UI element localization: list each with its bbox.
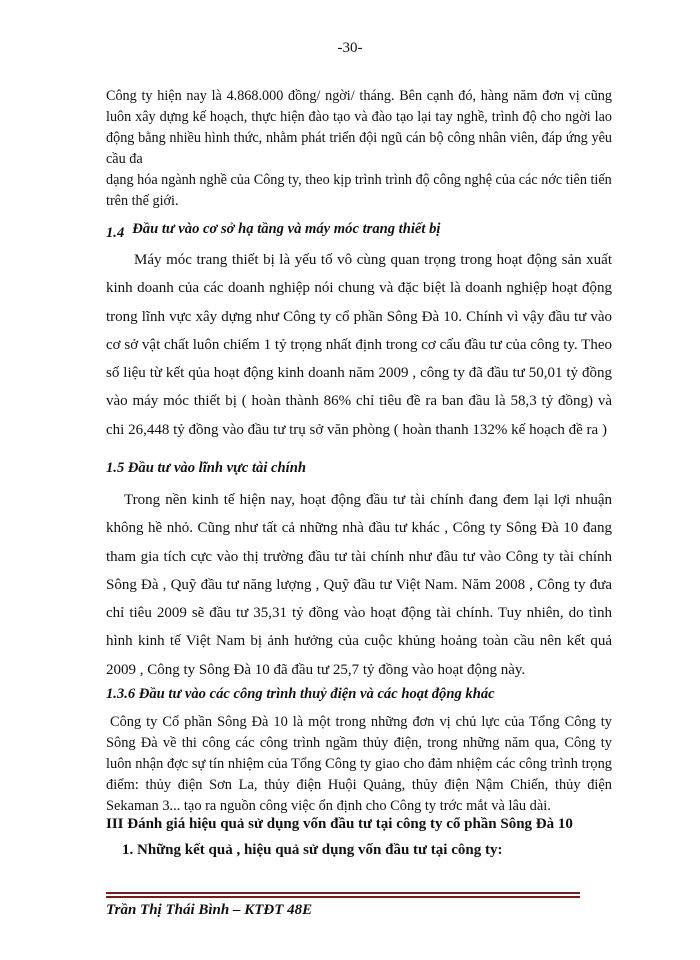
heading-section-III-1: 1. Những kết quả , hiệu quả sử dụng vốn đầu tư tại công ty: (122, 842, 503, 858)
footer-rule-bottom (106, 896, 580, 898)
heading-section-III: III Đánh giá hiệu quả sử dụng vốn đầu tư tại công ty cổ phần Sông Đà 10 (106, 816, 573, 832)
paragraph-line: Công ty hiện nay là 4.868.000 đồng/ ngời/ tháng. Bên cạnh đó, hàng năm đơn vị cũng luôn xây dựng kế hoạch, thực hiện đào tạo và đào tạo lại tay nghề, trình độ cho ngời lao động bằng nhiều hình thức, nhằm phát triển đội ngũ cán bộ công nhân viên, đáp ứng yêu cầu đa (106, 88, 612, 167)
paragraph-financial-investment: Trong nền kinh tế hiện nay, hoạt động đầu tư tài chính đang đem lại lợi nhuận không hề nhỏ. Cũng như tất cả những nhà đầu tư khác , Công ty Sông Đà 10 đang tham gia tích cực vào thị trường đầu tư tài chính như đầu tư vào Công ty tài chính Sông Đà , Quỹ đầu tư năng lượng , Quỹ đầu tư Việt Nam. Năm 2008 , Công ty đưa chỉ tiêu 2009 sẽ đầu tư 35,31 tỷ đồng vào hoạt động tài chính. Tuy nhiên, do tình hình kinh tế Việt Nam bị ảnh hưởng của cuộc khủng hoảng toàn cầu nên kết quả 2009 , Công ty Sông Đà 10 đã đầu tư 25,7 tỷ đồng vào hoạt động này. (106, 492, 612, 678)
paragraph-staff-training (106, 86, 612, 212)
paragraph-equipment-investment: Máy móc trang thiết bị là yếu tố vô cùng quan trọng trong hoạt động sản xuất kinh doanh của các doanh nghiệp nói chung và đặc biệt là doanh nghiệp hoạt động trong lĩnh vực xây dựng như Công ty cổ phần Sông Đà 10. Chính vì vậy đầu tư vào cơ sở vật chất luôn chiếm 1 tỷ trọng nhất định trong cơ cấu đầu tư của công ty. Theo số liệu từ kết qủa hoạt động kinh doanh năm 2009 , công ty đã đầu tư 50,01 tỷ đồng vào máy móc thiết bị ( hoàn thành 86% chỉ tiêu đề ra ban đầu là 58,3 tỷ đồng) và chi 26,448 tỷ đồng vào đầu tư trụ sở văn phòng ( hoàn thanh 132% kế hoạch đề ra ) (106, 252, 612, 438)
paragraph-line: dạng hóa ngành nghề của Công ty, theo kịp trình trình độ công nghệ của các nớc tiên tiến trên thế giới. (106, 172, 612, 209)
heading-section-1-5: 1.5 Đầu tư vào lĩnh vực tài chính (106, 460, 306, 476)
section-title: Đầu tư vào cơ sở hạ tầng và máy móc trang thiết bị (132, 221, 441, 237)
footer-rule-top (106, 892, 580, 894)
heading-section-1-4 (106, 221, 440, 242)
section-number: 1.4 (106, 225, 125, 241)
footer-author: Trần Thị Thái Bình – KTĐT 48E (106, 902, 313, 918)
paragraph-hydropower: Công ty Cổ phần Sông Đà 10 là một trong những đơn vị chủ lực của Tổng Công ty Sông Đà về thi công các công trình ngầm thủy điện, trong những năm qua, Công ty luôn nhận đợc sự tín nhiệm của Tổng Công ty giao cho đảm nhiệm các công trình trọng điểm: thủy điện Sơn La, thủy điện Huội Quảng, thủy điện Nậm Chiến, thủy điện Sekaman 3... tạo ra nguồn công việc ổn định cho Công ty trớc mắt và lâu dài. (106, 714, 612, 814)
page-number: -30- (337, 40, 363, 56)
heading-section-1-3-6: 1.3.6 Đầu tư vào các công trình thuỷ điện và các hoạt động khác (106, 686, 495, 702)
